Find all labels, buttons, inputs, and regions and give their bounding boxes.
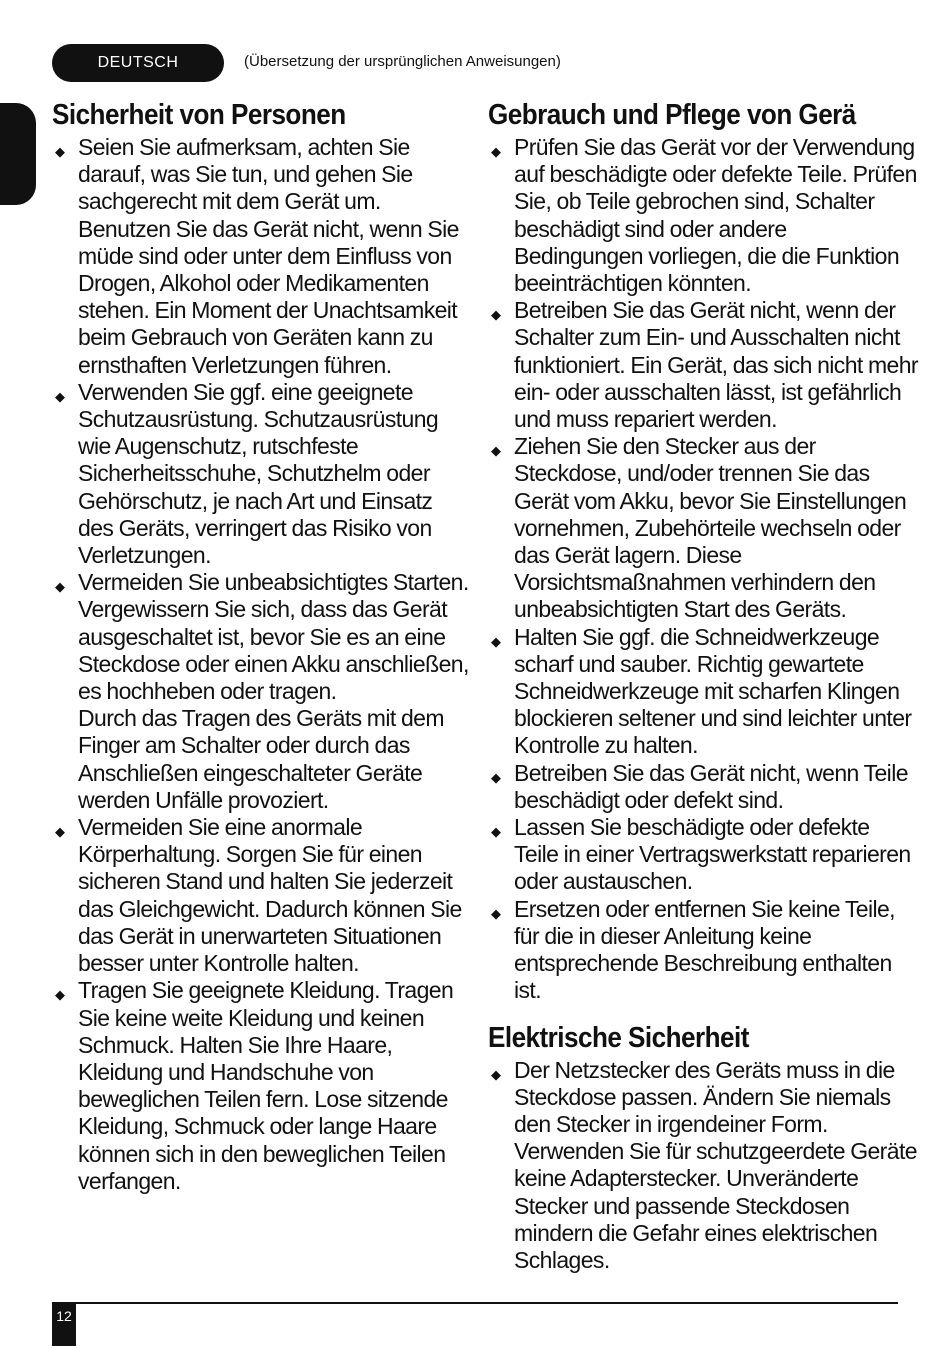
bullet-icon: ◆ [491, 144, 501, 159]
list-item: ◆ Verwenden Sie ggf. eine geeignete Schutzausrüstung. Schutzausrüstung wie Augenschutz, rutschfeste Sicherheitsschuhe, Schutzhelm oder Gehörschutz, je nach Art und Einsatz des Geräts, verringert das Risiko von Verletzungen. [55, 378, 439, 569]
list-item-extra: Durch das Tragen des Geräts mit dem Finger am Schalter oder durch das Anschließen eingeschalteter Geräte werden Unfälle provoziert. [78, 705, 444, 813]
bullet-icon: ◆ [491, 443, 501, 459]
list-item: ◆ Halten Sie ggf. die Schneidwerkzeuge scharf und sauber. Richtig gewartete Schneidwerkzeuge mit scharfen Klingen blockieren seltener und sind leichter unter Kontrolle zu halten. [491, 623, 912, 759]
heading-use-and-care: Gebrauch und Pflege von Gerä [488, 99, 856, 131]
list-item: ◆ Betreiben Sie das Gerät nicht, wenn Teile beschädigt oder defekt sind. [491, 759, 908, 813]
list-item: ◆ Ersetzen oder entfernen Sie keine Teile, für die in dieser Anleitung keine entsprechende Beschreibung enthalten ist. [491, 895, 895, 1004]
list-item: ◆ Lassen Sie beschädigte oder defekte Teile in einer Vertragswerkstatt reparieren oder austauschen. [491, 814, 911, 895]
bullet-icon: ◆ [491, 905, 501, 921]
list-item: ◆ Seien Sie aufmerksam, achten Sie darauf, was Sie tun, und gehen Sie sachgerecht mit dem Gerät um. Benutzen Sie das Gerät nicht, wenn Sie müde sind oder unter dem Einfluss von Drogen, Alkohol oder Medikamenten stehen. Ein Moment der Unachtsamkeit beim Gebrauch von Geräten kann zu ernsthaften Verletzungen führen. [55, 134, 459, 378]
bullet-icon: ◆ [491, 633, 501, 649]
electrical-safety-list [488, 1057, 918, 1275]
bullet-icon: ◆ [55, 388, 65, 404]
translation-note: (Übersetzung der ursprünglichen Anweisungen) [244, 53, 561, 70]
list-item: ◆ Vermeiden Sie eine anormale Körperhaltung. Sorgen Sie für einen sicheren Stand und halten Sie jederzeit das Gleichgewicht. Dadurch können Sie das Gerät in unerwarteten Situationen besser unter Kontrolle halten. [55, 814, 462, 977]
bullet-icon: ◆ [491, 769, 501, 785]
list-item: ◆ Prüfen Sie das Gerät vor der Verwendung auf beschädigte oder defekte Teile. Prüfen Sie, ob Teile gebrochen sind, Schalter beschädigt sind oder andere Bedingungen vorliegen, die die Funktion beeinträchtigen könnten. [491, 134, 917, 297]
bullet-icon: ◆ [55, 579, 65, 595]
use-and-care-list [488, 134, 918, 1005]
bullet-icon: ◆ [55, 824, 65, 840]
bullet-icon: ◆ [55, 144, 65, 159]
bullet-icon: ◆ [491, 307, 501, 323]
right-column [488, 98, 918, 1274]
list-item: ◆ Ziehen Sie den Stecker aus der Steckdose, und/oder trennen Sie das Gerät vom Akku, bevor Sie Einstellungen vornehmen, Zubehörteile wechseln oder das Gerät lagern. Diese Vorsichtsmaßnahmen verhindern den unbeabsichtigten Start des Geräts. [491, 433, 907, 623]
list-item: ◆ Der Netzstecker des Geräts muss in die Steckdose passen. Ändern Sie niemals den Stecker in irgendeiner Form. Verwenden Sie für schutzgeerdete Geräte keine Adapterstecker. Unveränderte Stecker und passende Steckdosen mindern die Gefahr eines elektrischen Schlages. [491, 1056, 917, 1273]
list-item: ◆ Tragen Sie geeignete Kleidung. Tragen Sie keine weite Kleidung und keinen Schmuck. Halten Sie Ihre Haare, Kleidung und Handschuhe von beweglichen Teilen fern. Lose sitzende Kleidung, Schmuck oder lange Haare können sich in den beweglichen Teilen verfangen. [55, 977, 454, 1194]
list-item: ◆ Betreiben Sie das Gerät nicht, wenn der Schalter zum Ein- und Ausschalten nicht funktioniert. Ein Gerät, das sich nicht mehr ein- oder ausschalten lässt, ist gefährlich und muss repariert werden. [491, 297, 918, 433]
heading-personal-safety: Sicherheit von Personen [52, 99, 346, 131]
section-side-tab [0, 103, 36, 205]
personal-safety-list [52, 134, 472, 1195]
language-badge: DEUTSCH [52, 44, 224, 82]
footer-rule [52, 1302, 898, 1304]
heading-electrical-safety: Elektrische Sicherheit [488, 1021, 749, 1054]
page-number: 12 [52, 1304, 76, 1346]
left-column [52, 98, 472, 1195]
bullet-icon: ◆ [491, 824, 501, 840]
bullet-icon: ◆ [55, 987, 65, 1003]
list-item: ◆ Vermeiden Sie unbeabsichtigtes Starten. Vergewissern Sie sich, dass das Gerät ausgeschaltet ist, bevor Sie es an eine Steckdose oder einen Akku anschließen, es hochheben oder tragen. Durch das Tragen des Geräts mit dem Finger am Schalter oder durch das Anschließen eingeschalteter Geräte werden Unfälle provoziert. [52, 569, 472, 814]
bullet-icon: ◆ [491, 1066, 501, 1082]
